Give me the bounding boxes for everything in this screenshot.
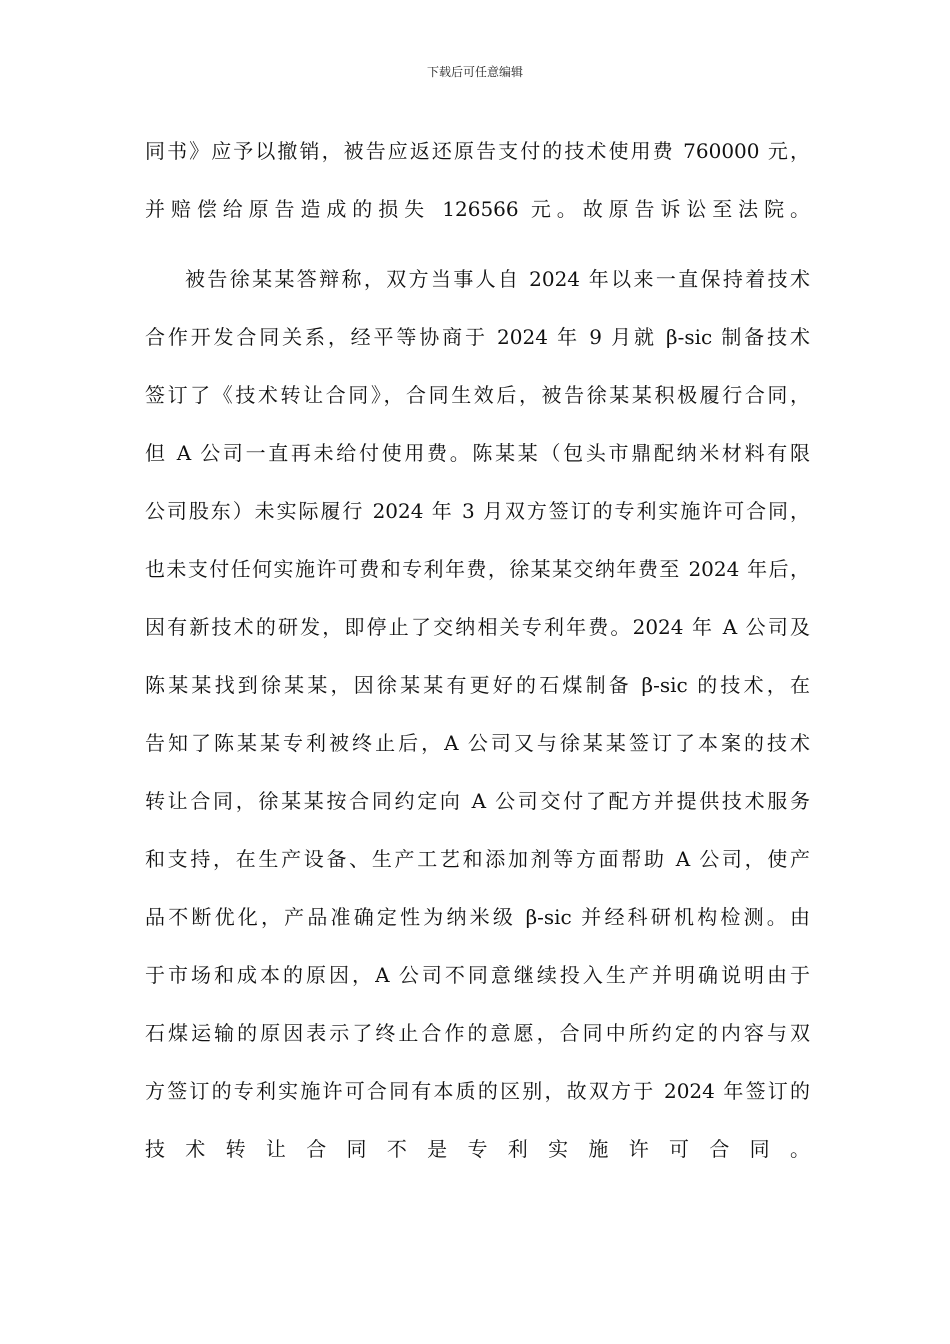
text-line: 告知了陈某某专利被终止后，A 公司又与徐某某签订了本案的技术 <box>145 731 810 755</box>
text-line: 并赔偿给原告造成的损失 126566 元。故原告诉讼至法院。 <box>145 197 810 221</box>
text-line: 因有新技术的研发，即停止了交纳相关专利年费。2024 年 A 公司及 <box>145 615 810 639</box>
paragraph-plaintiff-claim <box>145 132 810 228</box>
text-line: 同书》应予以撤销，被告应返还原告支付的技术使用费 760000 元， <box>145 139 810 163</box>
text-line: 转让合同，徐某某按合同约定向 A 公司交付了配方并提供技术服务 <box>145 789 810 813</box>
text-line: 品不断优化，产品准确定性为纳米级 β-sic 并经科研机构检测。由 <box>145 905 810 929</box>
text-line: 和支持，在生产设备、生产工艺和添加剂等方面帮助 A 公司，使产 <box>145 847 810 871</box>
text-line: 签订了《技术转让合同》，合同生效后，被告徐某某积极履行合同， <box>145 383 810 407</box>
text-line: 公司股东）未实际履行 2024 年 3 月双方签订的专利实施许可合同， <box>145 499 810 523</box>
text-line <box>145 1188 810 1226</box>
text-line: 陈某某找到徐某某，因徐某某有更好的石煤制备 β-sic 的技术，在 <box>145 673 810 697</box>
paragraph-defendant-reply <box>145 260 810 1226</box>
text-line: 也未支付任何实施许可费和专利年费，徐某某交纳年费至 2024 年后， <box>145 557 810 581</box>
document-body <box>145 132 810 1226</box>
paragraph-gap <box>145 228 810 260</box>
text-line: 技术转让合同不是专利实施许可合同。 <box>145 1137 810 1161</box>
text-line: 被告徐某某答辩称，双方当事人自 2024 年以来一直保持着技术 <box>185 267 810 291</box>
text-line: 但 A 公司一直再未给付使用费。陈某某（包头市鼎配纳米材料有限 <box>145 441 810 465</box>
text-line: 于市场和成本的原因，A 公司不同意继续投入生产并明确说明由于 <box>145 963 810 987</box>
text-line: 方签订的专利实施许可合同有本质的区别，故双方于 2024 年签订的 <box>145 1079 810 1103</box>
page-header: 下载后可任意编辑 <box>426 65 523 79</box>
text-line: 合作开发合同关系，经平等协商于 2024 年 9 月就 β-sic 制备技术 <box>145 325 810 349</box>
text-line: 石煤运输的原因表示了终止合作的意愿，合同中所约定的内容与双 <box>145 1021 810 1045</box>
